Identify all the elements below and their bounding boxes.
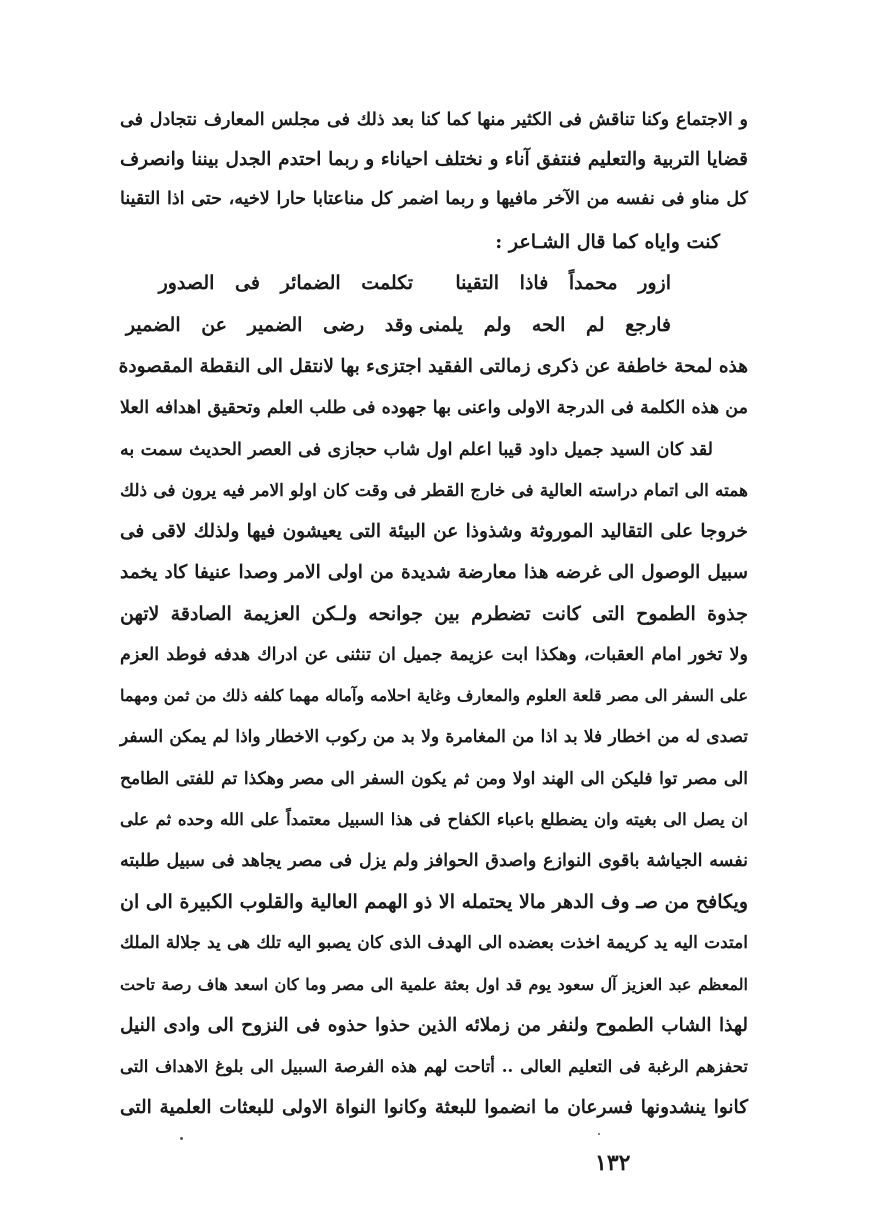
text-line: كنت واياه كما قال الشـاعر : — [495, 231, 720, 253]
text-line: خروجا على التقاليد الموروثة وشذوذا عن البيئة التى يعيشون فيها ولذلك لاقى فى — [120, 521, 748, 542]
text-line: لقد كان السيد جميل داود قيبا اعلم اول شاب حجازى فى العصر الحديث سمت به — [120, 440, 713, 460]
text-line: نفسه الجياشة باقوى النوازع واصدق الحوافز ولم يزل فى مصر يجاهد فى سبيل طلبته — [120, 851, 748, 871]
text-line: جذوة الطموح التى كانت تضطرم بين جوانحه ولـكن العزيمة الصادقة لاتهن — [120, 603, 748, 625]
verse-second-hemistich: وقد رضى الضمير عن الضمير — [125, 314, 413, 336]
text-line: ويكافح من صـ وف الدهر مالا يحتمله الا ذو الهمم العالية والقلوب الكبيرة الى ان — [120, 891, 748, 913]
text-line: همته الى اتمام دراسته العالية فى خارج القطر فى وقت كان اولو الامر فيه يرون فى ذلك — [120, 481, 748, 501]
text-line: امتدت اليه يد كريمة اخذت بعضده الى الهدف الذى كان يصبو اليه تلك هى يد جلالة الملك — [120, 933, 748, 953]
text-line: سبيل الوصول الى غرضه هذا معارضة شديدة من اولى الامر وصدا عنيفا كاد يخمد — [120, 562, 748, 583]
text-line: تصدى له من اخطار فلا بد اذا من المغامرة ولا بد من ركوب الاخطار واذا لم يمكن السفر — [120, 727, 748, 747]
text-line: ان يصل الى بغيته وان يضطلع باعباء الكفاح فى هذا السبيل معتمداً على الله وحده ثم على — [120, 810, 748, 829]
text-line: لهذا الشاب الطموح ولنفر من زملائه الذين حذوا حذوه فى النزوح الى وادى النيل — [120, 1015, 748, 1036]
text-line: المعظم عبد العزيز آل سعود يوم قد اول بعثة علمية الى مصر وما كان اسعد هاف رصة تاحت — [120, 975, 748, 994]
text-line: قضايا التربية والتعليم فنتفق آناء و نختلف احياناء و ربما احتدم الجدل بيننا وانصرف — [120, 149, 748, 170]
page-number: ١٣٢ — [595, 1150, 631, 1176]
text-line: على السفر الى مصر قلعة العلوم والمعارف وغاية احلامه وآماله مهما كلفه ذلك من ثمن ومهما — [120, 686, 748, 705]
text-line: من هذه الكلمة فى الدرجة الاولى واعنى بها جهوده فى طلب العلم وتحقيق اهدافه العلا — [120, 398, 748, 418]
text-line: الى مصر توا فليكن الى الهند اولا ومن ثم يكون السفر الى مصر وهكذا تم للفتى الطامح — [120, 769, 748, 789]
text-line: كانوا ينشدونها فسرعان ما انضموا للبعثة وكانوا النواة الاولى للبعثات العلمية التى — [120, 1097, 748, 1118]
text-line: و الاجتماع وكنا تناقش فى الكثير منها كما كنا بعد ذلك فى مجلس المعارف نتجادل فى — [120, 110, 748, 130]
verse-second-hemistich: تكلمت الضمائر فى الصدور — [158, 272, 413, 294]
scan-speck — [598, 1133, 600, 1135]
scan-speck — [180, 1137, 183, 1140]
verse-first-hemistich: ازور محمداً فاذا التقينا — [455, 272, 671, 294]
text-line: كل مناو فى نفسه من الآخر مافيها و ربما اضمر كل مناعتابا حارا لاخيه، حتى اذا التقينا — [120, 189, 748, 209]
text-line: هذه لمحة خاطفة عن ذكرى زمالتى الفقيد اجتزىء بها لانتقل الى النقطة المقصودة — [118, 356, 748, 377]
text-line: ولا تخور امام العقبات، وهكذا ابت عزيمة جميل ان تنثنى عن ادراك هدفه فوطد العزم — [120, 645, 748, 665]
verse-first-hemistich: فارجع لم الحه ولم يلمنى — [418, 314, 671, 336]
text-line: تحفزهم الرغبة فى التعليم العالى .. أتاحت لهم هذه الفرصة السبيل الى بلوغ الاهداف التى — [120, 1057, 748, 1076]
